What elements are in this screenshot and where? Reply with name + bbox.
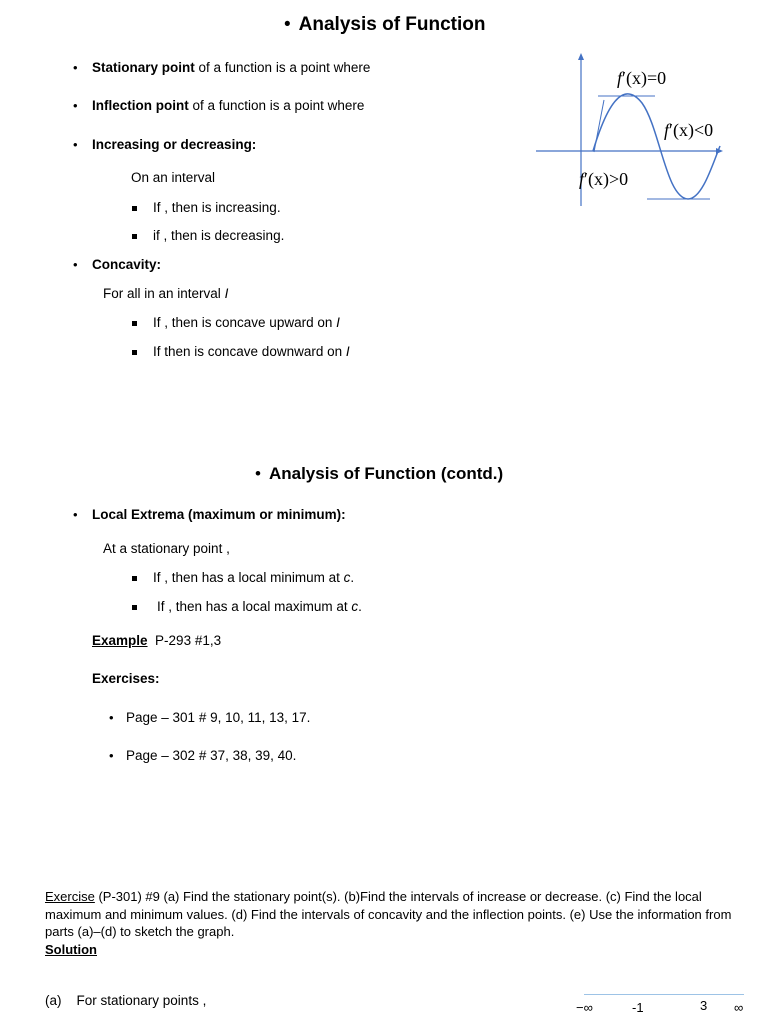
sign-table-top-rule bbox=[584, 994, 744, 995]
concavity-heading: • Concavity: bbox=[73, 257, 162, 272]
example-label: Example bbox=[92, 633, 148, 648]
label-derivative-positive: f′(x)>0 bbox=[579, 169, 629, 189]
square-bullet-icon bbox=[132, 321, 137, 326]
stationary-point-item: • Stationary point of a function is a point where bbox=[73, 60, 371, 75]
decreasing-item: if , then is decreasing. bbox=[153, 228, 284, 243]
bullet-icon: • bbox=[73, 60, 78, 75]
local-max-item: If , then has a local maximum at c. bbox=[157, 599, 362, 614]
section1-title: • Analysis of Function bbox=[284, 14, 486, 35]
exercise-paragraph: Exercise (P-301) #9 (a) Find the stationary point(s). (b)Find the intervals of increase or decrease. (c) Find the local maximum and minimum values. (d) Find the intervals of concavity and the inflection points. (e) Use the information from parts (a)–(d) to sketch the graph. Solution bbox=[45, 889, 732, 957]
bullet-icon: • bbox=[255, 464, 261, 483]
bullet-icon: • bbox=[73, 507, 78, 522]
y-axis-arrow-icon bbox=[578, 53, 584, 60]
stationary-point-term: Stationary point bbox=[92, 60, 195, 75]
square-bullet-icon bbox=[132, 576, 137, 581]
on-interval-text: On an interval bbox=[131, 170, 216, 185]
bullet-icon: • bbox=[284, 14, 291, 35]
part-a-label: (a) bbox=[45, 993, 62, 1008]
concave-up-item: If , then is concave upward on I bbox=[153, 315, 340, 330]
incdec-heading: • Increasing or decreasing: bbox=[73, 137, 257, 152]
example-ref: P-293 #1,3 bbox=[155, 633, 222, 648]
local-extrema-heading: • Local Extrema (maximum or minimum): bbox=[73, 507, 346, 522]
local-min-item: If , then has a local minimum at c. bbox=[153, 570, 354, 585]
bullet-icon: • bbox=[73, 98, 78, 113]
example-line bbox=[92, 633, 221, 648]
part-a-text: For stationary points , bbox=[76, 993, 207, 1008]
table-header-cell: -1 bbox=[632, 1000, 644, 1015]
bullet-icon: • bbox=[73, 137, 78, 152]
label-derivative-zero: f′(x)=0 bbox=[617, 68, 667, 88]
part-a-line bbox=[45, 993, 206, 1008]
square-bullet-icon bbox=[132, 605, 137, 610]
tangent-rising bbox=[594, 100, 604, 152]
label-derivative-negative: f′(x)<0 bbox=[664, 120, 714, 140]
square-bullet-icon bbox=[132, 350, 137, 355]
section2-title: • Analysis of Function (contd.) bbox=[255, 464, 504, 483]
table-header-cell: 3 bbox=[700, 998, 708, 1013]
exercise-page-item: • Page – 302 # 37, 38, 39, 40. bbox=[109, 748, 297, 763]
concave-down-item: If then is concave downward on I bbox=[153, 344, 350, 359]
bullet-icon: • bbox=[109, 710, 114, 725]
sign-table bbox=[568, 994, 758, 1024]
inflection-point-term: Inflection point bbox=[92, 98, 189, 113]
for-all-text: For all in an interval I bbox=[103, 286, 229, 301]
bullet-icon: • bbox=[73, 257, 78, 272]
solution-label: Solution bbox=[45, 941, 97, 957]
at-stationary-text: At a stationary point , bbox=[103, 541, 230, 556]
table-header-cell: ∞ bbox=[734, 1000, 744, 1015]
exercise-label: Exercise bbox=[45, 889, 95, 904]
square-bullet-icon bbox=[132, 234, 137, 239]
inflection-point-item: • Inflection point of a function is a point where bbox=[73, 98, 365, 113]
table-header-cell: −∞ bbox=[576, 1000, 593, 1015]
increasing-item: If , then is increasing. bbox=[153, 200, 281, 215]
exercises-heading: Exercises: bbox=[92, 671, 160, 686]
exercise-page-item: • Page – 301 # 9, 10, 11, 13, 17. bbox=[109, 710, 311, 725]
derivative-sketch-graph bbox=[530, 48, 750, 208]
square-bullet-icon bbox=[132, 206, 137, 211]
bullet-icon: • bbox=[109, 748, 114, 763]
